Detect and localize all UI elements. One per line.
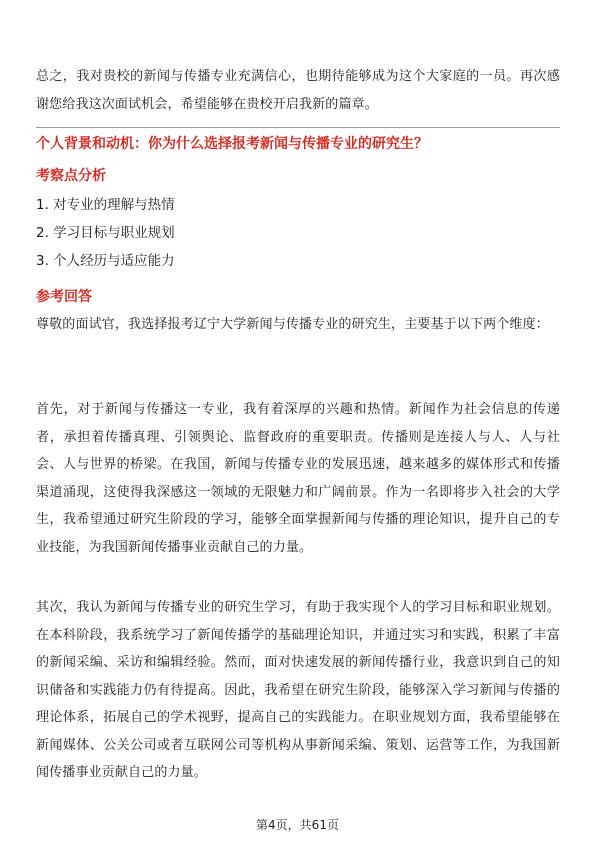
analysis-item: 2. 学习目标与职业规划 [36, 225, 175, 241]
intro-paragraph: 总之，我对贵校的新闻与传播专业充满信心，也期待能够成为这个大家庭的一员。再次感谢您给我这次面试机会，希望能够在贵校开启我新的篇章。 [36, 69, 560, 112]
analysis-item: 3. 个人经历与适应能力 [36, 253, 175, 269]
answer-paragraph: 其次，我认为新闻与传播专业的研究生学习，有助于我实现个人的学习目标和职业规划。在本科阶段，我系统学习了新闻传播学的基础理论知识，并通过实习和实践，积累了丰富的新闻采编、采访和编辑经验。然而，面对快速发展的新闻传播行业，我意识到自己的知识储备和实践能力仍有待提高。因此，我希望在研究生阶段，能够深入学习新闻与传播的理论体系，拓展自己的学术视野，提高自己的实践能力。在职业规划方面，我希望能够在新闻媒体、公关公司或者互联网公司等机构从事新闻采编、策划、运营等工作，为我国新闻传播事业贡献自己的力量。 [36, 600, 560, 780]
answer-label: 参考回答 [36, 289, 92, 305]
page-number: 第4页，共61页 [256, 818, 339, 832]
answer-paragraph: 首先，对于新闻与传播这一专业，我有着深厚的兴趣和热情。新闻作为社会信息的传递者，承担着传播真理、引领舆论、监督政府的重要职责。传播则是连接人与人、人与社会、人与世界的桥梁。在我国，新闻与传播专业的发展迅速，越来越多的媒体形式和传播渠道涌现，这使得我深感这一领域的无限魅力和广阔前景。作为一名即将步入社会的大学生，我希望通过研究生阶段的学习，能够全面掌握新闻与传播的理论知识，提升自己的专业技能，为我国新闻传播事业贡献自己的力量。 [36, 402, 560, 555]
answer-paragraph: 尊敬的面试官，我选择报考辽宁大学新闻与传播专业的研究生，主要基于以下两个维度： [36, 317, 549, 332]
analysis-label: 考察点分析 [36, 168, 106, 184]
section-divider [36, 127, 560, 128]
analysis-item: 1. 对专业的理解与热情 [36, 197, 175, 213]
question-title: 个人背景和动机：你为什么选择报考新闻与传播专业的研究生？ [36, 136, 428, 152]
